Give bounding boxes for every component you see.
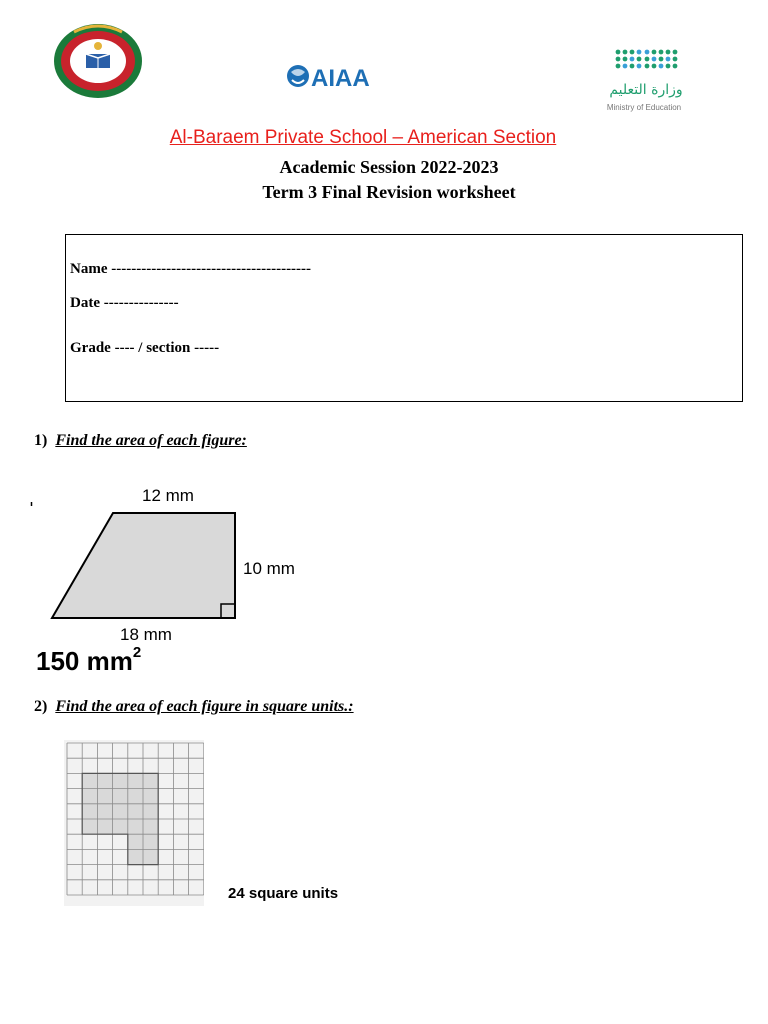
answer-1-value: 150 mm (36, 646, 133, 676)
question-1-number: 1) (34, 432, 48, 449)
bottom-base-label: 18 mm (120, 625, 172, 644)
stray-mark (30, 495, 33, 503)
academic-session: Academic Session 2022-2023 (279, 157, 499, 177)
question-1 (34, 432, 247, 450)
school-crest-logo (52, 22, 144, 100)
trapezoid-shape (52, 513, 235, 618)
trapezoid-figure (40, 480, 320, 650)
answer-1-exponent: 2 (132, 644, 142, 661)
grade-section-field: Grade ---- / section ----- (70, 340, 220, 356)
top-base-label: 12 mm (142, 486, 194, 505)
aiaa-logo (285, 60, 385, 92)
date-field: Date --------------- (70, 295, 179, 311)
name-field: Name ---------------------------------------- (70, 261, 312, 277)
ministry-arabic-text: وزارة التعليم (609, 82, 683, 98)
grid-figure (64, 740, 204, 906)
question-2 (34, 698, 354, 716)
question-1-answer (36, 646, 141, 677)
question-2-number: 2) (34, 698, 48, 715)
height-label: 10 mm (243, 559, 295, 578)
school-name-title: Al-Baraem Private School – American Section (169, 127, 557, 148)
student-info-box (65, 234, 743, 402)
worksheet-title: Term 3 Final Revision worksheet (262, 182, 516, 202)
ministry-english-text: Ministry of Education (606, 103, 682, 112)
question-1-prompt: Find the area of each figure: (55, 432, 247, 449)
question-2-prompt: Find the area of each figure in square units.: (55, 698, 354, 715)
ministry-of-education-logo (592, 44, 692, 116)
svg-text:AIAA: AIAA (311, 65, 370, 92)
question-2-answer: 24 square units (228, 885, 339, 902)
